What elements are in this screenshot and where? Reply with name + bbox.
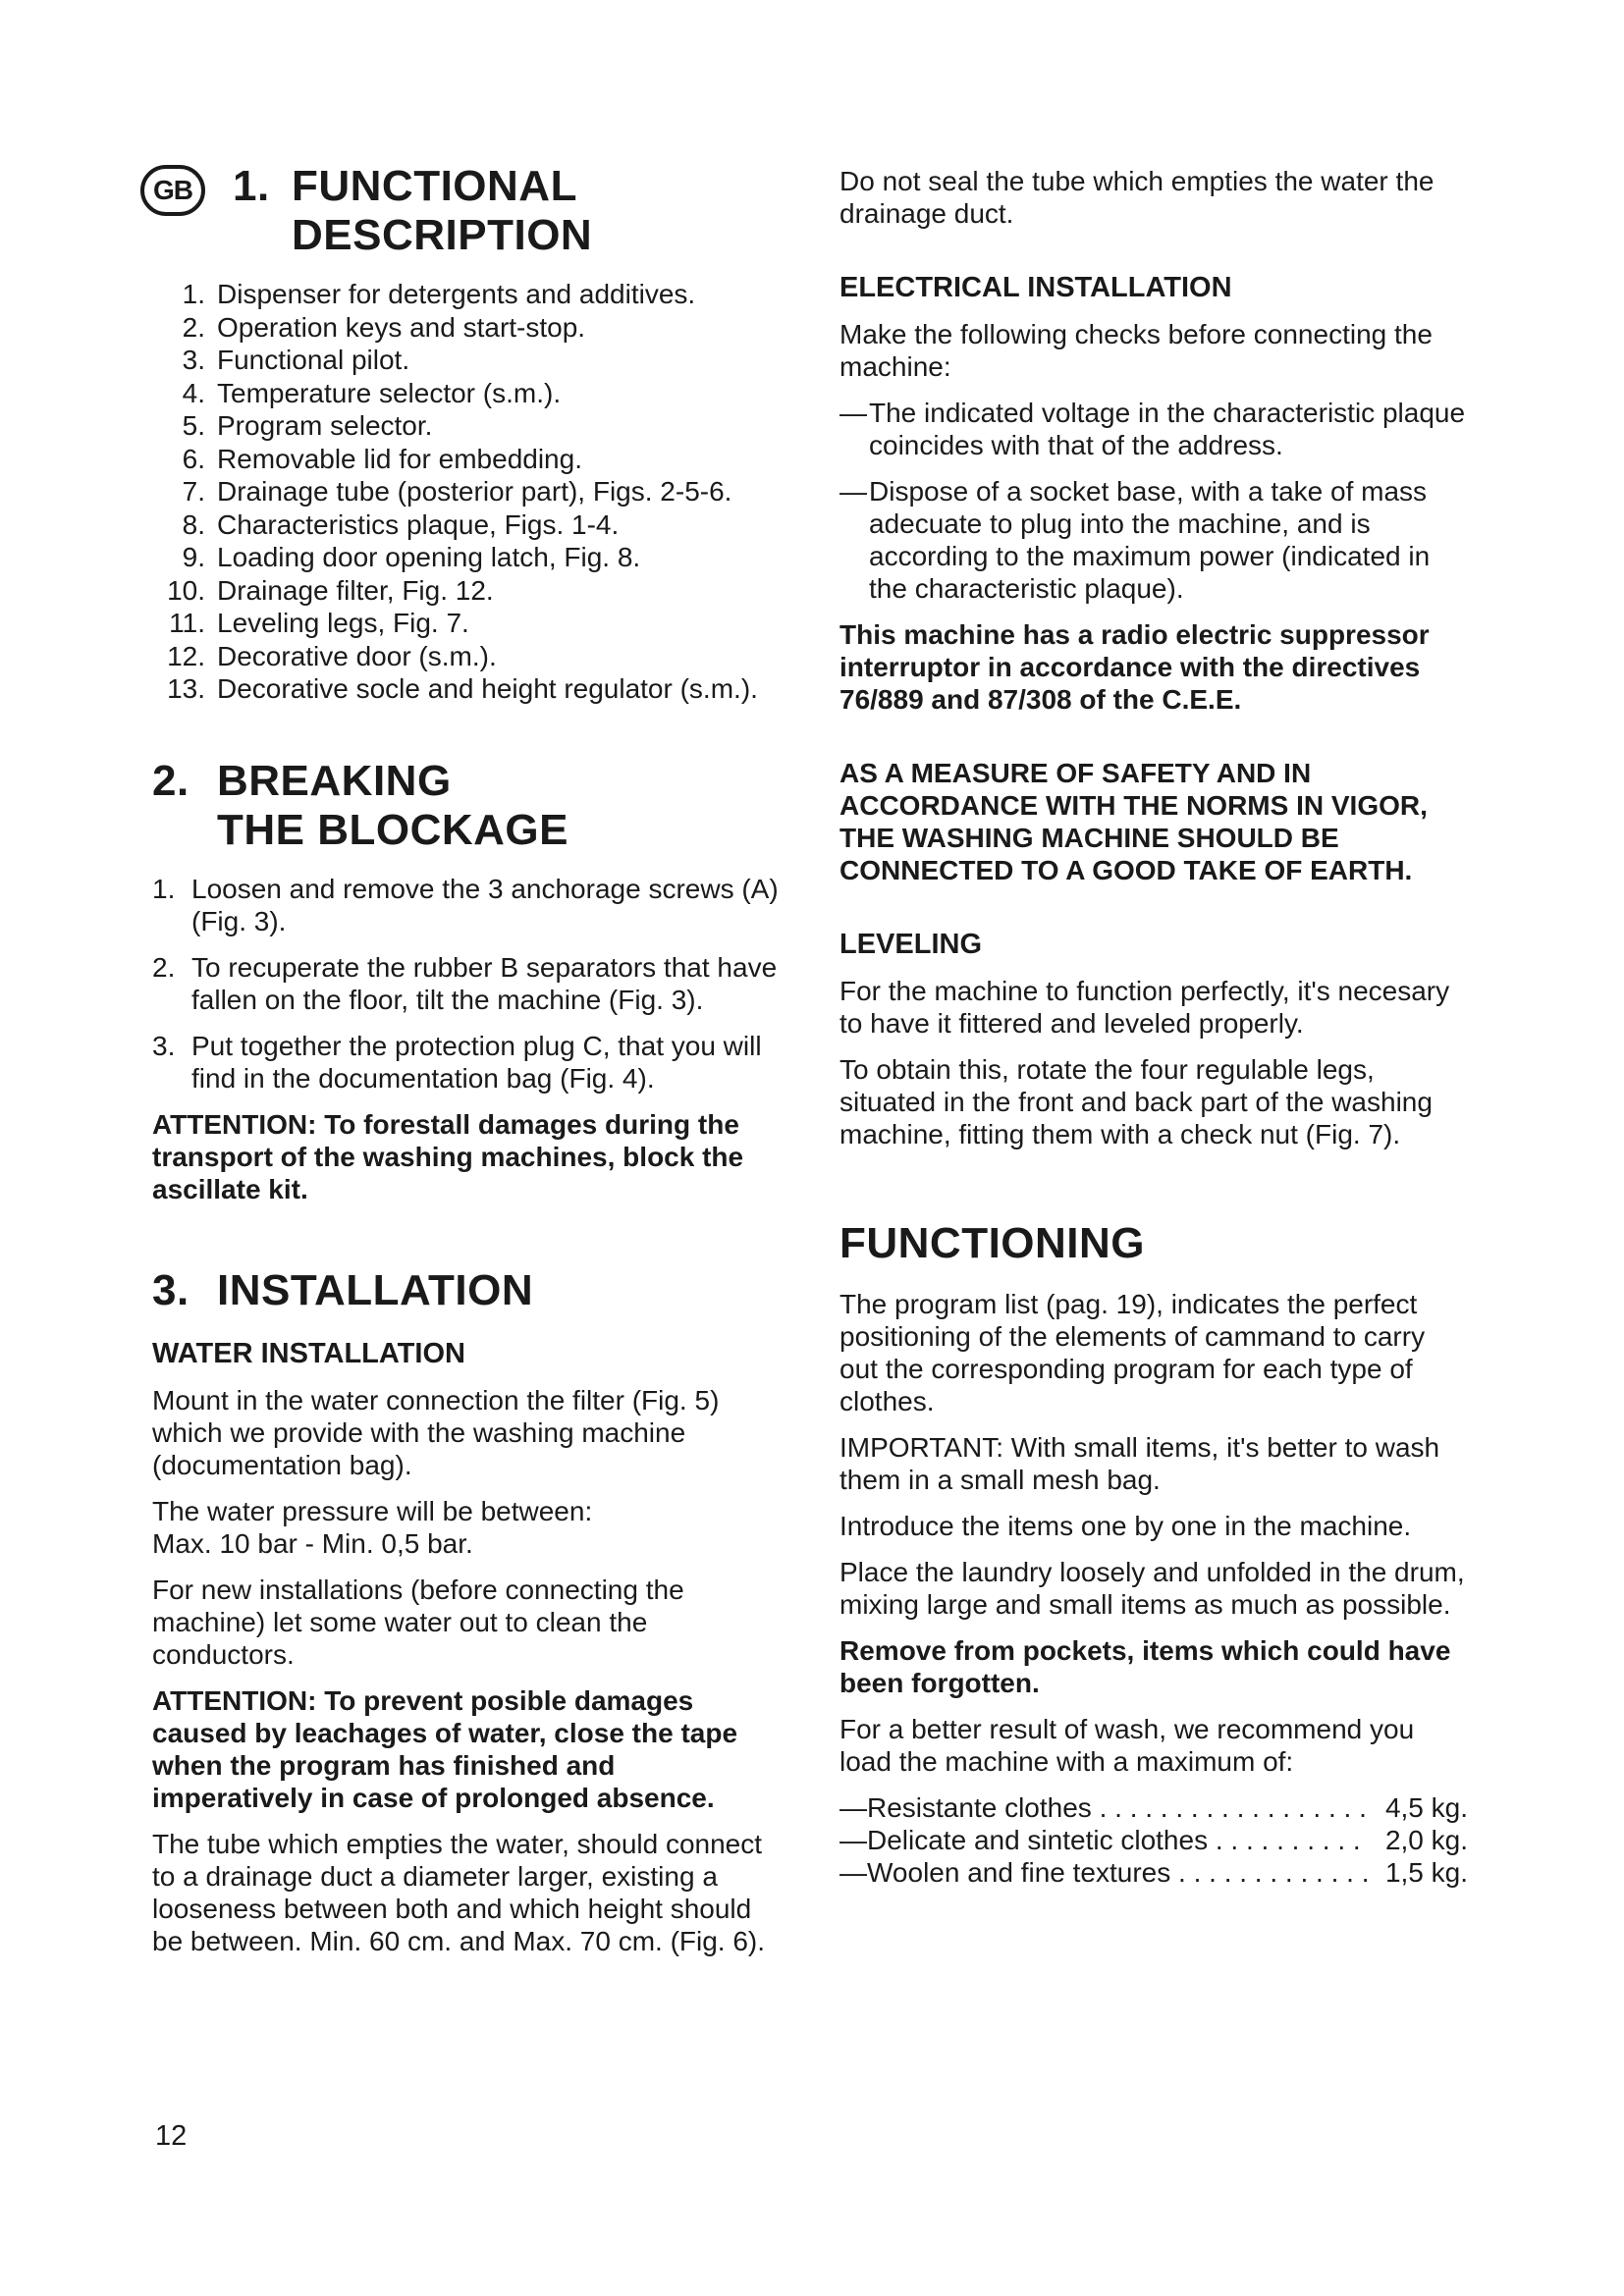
functional-part-item: 1. Dispenser for detergents and additives. [182,279,696,309]
electrical-check-1: — The indicated voltage in the characteristic plaque coincides with that of the address. [839,398,1466,460]
functional-parts-list [152,278,781,706]
functional-part-item: 4. Temperature selector (s.m.). [182,377,562,408]
introduce-items-paragraph: Introduce the items one by one in the machine. [839,1511,1412,1541]
functional-part-item: 13. Decorative socle and height regulator (s.m.). [167,673,758,704]
blockage-steps-list [152,873,781,1095]
blockage-step-item: 3. Put together the protection plug C, that you will find in the documentation bag (Fig. 4). [152,1030,762,1094]
leveling-heading: LEVELING [839,929,983,960]
water-pressure-values: Max. 10 bar - Min. 0,5 bar. [152,1527,473,1559]
gb-language-badge: GB [140,165,205,216]
program-list-paragraph: The program list (pag. 19), indicates the perfect positioning of the elements of cammand to carry out the corresponding program for each type of clothes. [839,1289,1426,1416]
place-laundry-paragraph: Place the laundry loosely and unfolded in the drum, mixing large and small items as much as possible. [839,1557,1465,1620]
important-paragraph: IMPORTANT: With small items, it's better to wash them in a small mesh bag. [839,1432,1440,1495]
load-capacity-row: —Resistante clothes . . . 4,5 kg. [839,1791,1468,1824]
blockage-step-item: 1. Loosen and remove the 3 anchorage screws (A) (Fig. 3). [152,873,779,936]
functional-part-item: 3. Functional pilot. [182,345,410,375]
functional-part-item: 10. Drainage filter, Fig. 12. [167,574,494,606]
section-2-title: 2. BREAKING THE BLOCKAGE [152,756,568,854]
section-3-title: 3. INSTALLATION [152,1265,534,1314]
drain-tube-paragraph: The tube which empties the water, should connect to a drainage duct a diameter larger, existing a looseness between both and which height should be between. Min. 60 cm. and Max. 70 cm. (Fig. 6). [152,1828,766,1956]
functional-part-item: 12. Decorative door (s.m.). [167,640,497,671]
functional-part-item: 7. Drainage tube (posterior part), Figs. 2-5-6. [182,476,732,507]
functional-part-item: 5. Program selector. [182,410,433,441]
radio-suppressor-note: This machine has a radio electric suppressor interruptor in accordance with the directives 76/889 and 87/308 of the C.E.E. [839,619,1430,715]
load-capacity-table [839,1791,1468,1889]
page-number: 12 [155,2120,188,2152]
blockage-attention-note: ATTENTION: To forestall damages during the transport of the washing machines, block the ascillate kit. [152,1108,744,1204]
load-capacity-row: —Delicate and sintetic clothes . . . 2,0 kg. [839,1824,1468,1856]
earth-safety-note: AS A MEASURE OF SAFETY AND IN ACCORDANCE WITH THE NORMS IN VIGOR, THE WASHING MACHINE SHOULD BE CONNECTED TO A GOOD TAKE OF EARTH. [839,758,1428,885]
electrical-check-2: — Dispose of a socket base, with a take of mass adecuate to plug into the machine, and is according to the maximum power (indicated in the characteristic plaque). [839,476,1431,604]
new-installations-paragraph: For new installations (before connecting the machine) let some water out to clean the conductors. [152,1574,684,1670]
electrical-intro: Make the following checks before connecting the machine: [839,319,1433,382]
water-attention-note: ATTENTION: To prevent posible damages caused by leachages of water, close the tape when the program has finished and imperatively in case of prolonged absence. [152,1684,738,1813]
water-installation-heading: WATER INSTALLATION [152,1337,465,1369]
left-column [152,162,781,1957]
functional-part-item: 8. Characteristics plaque, Figs. 1-4. [182,508,620,540]
functional-part-item: 9. Loading door opening latch, Fig. 8. [182,542,641,572]
section-1-title: 1. FUNCTIONAL DESCRIPTION [233,162,593,259]
blockage-step-item: 2. To recuperate the rubber B separators that have fallen on the floor, tilt the machine (Fig. 3). [152,951,778,1015]
right-column [839,165,1468,1889]
section-1-header [140,162,781,260]
electrical-installation-heading: ELECTRICAL INSTALLATION [839,272,1232,303]
drain-seal-paragraph: Do not seal the tube which empties the water the drainage duct. [839,166,1435,229]
pockets-note: Remove from pockets, items which could have been forgotten. [839,1635,1451,1698]
functional-part-item: 2. Operation keys and start-stop. [182,311,586,343]
load-capacity-row: —Woolen and fine textures . . . 1,5 kg. [839,1856,1468,1889]
load-recommendation-paragraph: For a better result of wash, we recommend you load the machine with a maximum of: [839,1714,1415,1777]
leveling-paragraph-2: To obtain this, rotate the four regulable legs, situated in the front and back part of the washing machine, fitting them with a check nut (Fig. 7). [839,1054,1433,1149]
leveling-paragraph-1: For the machine to function perfectly, it's necesary to have it fittered and leveled properly. [839,976,1450,1039]
functional-part-item: 11. Leveling legs, Fig. 7. [169,608,469,638]
functioning-title: FUNCTIONING [839,1219,1146,1267]
functional-part-item: 6. Removable lid for embedding. [182,443,582,474]
water-filter-paragraph: Mount in the water connection the filter (Fig. 5) which we provide with the washing machine (documentation bag). [152,1384,720,1480]
water-pressure-line: The water pressure will be between: [152,1495,593,1526]
